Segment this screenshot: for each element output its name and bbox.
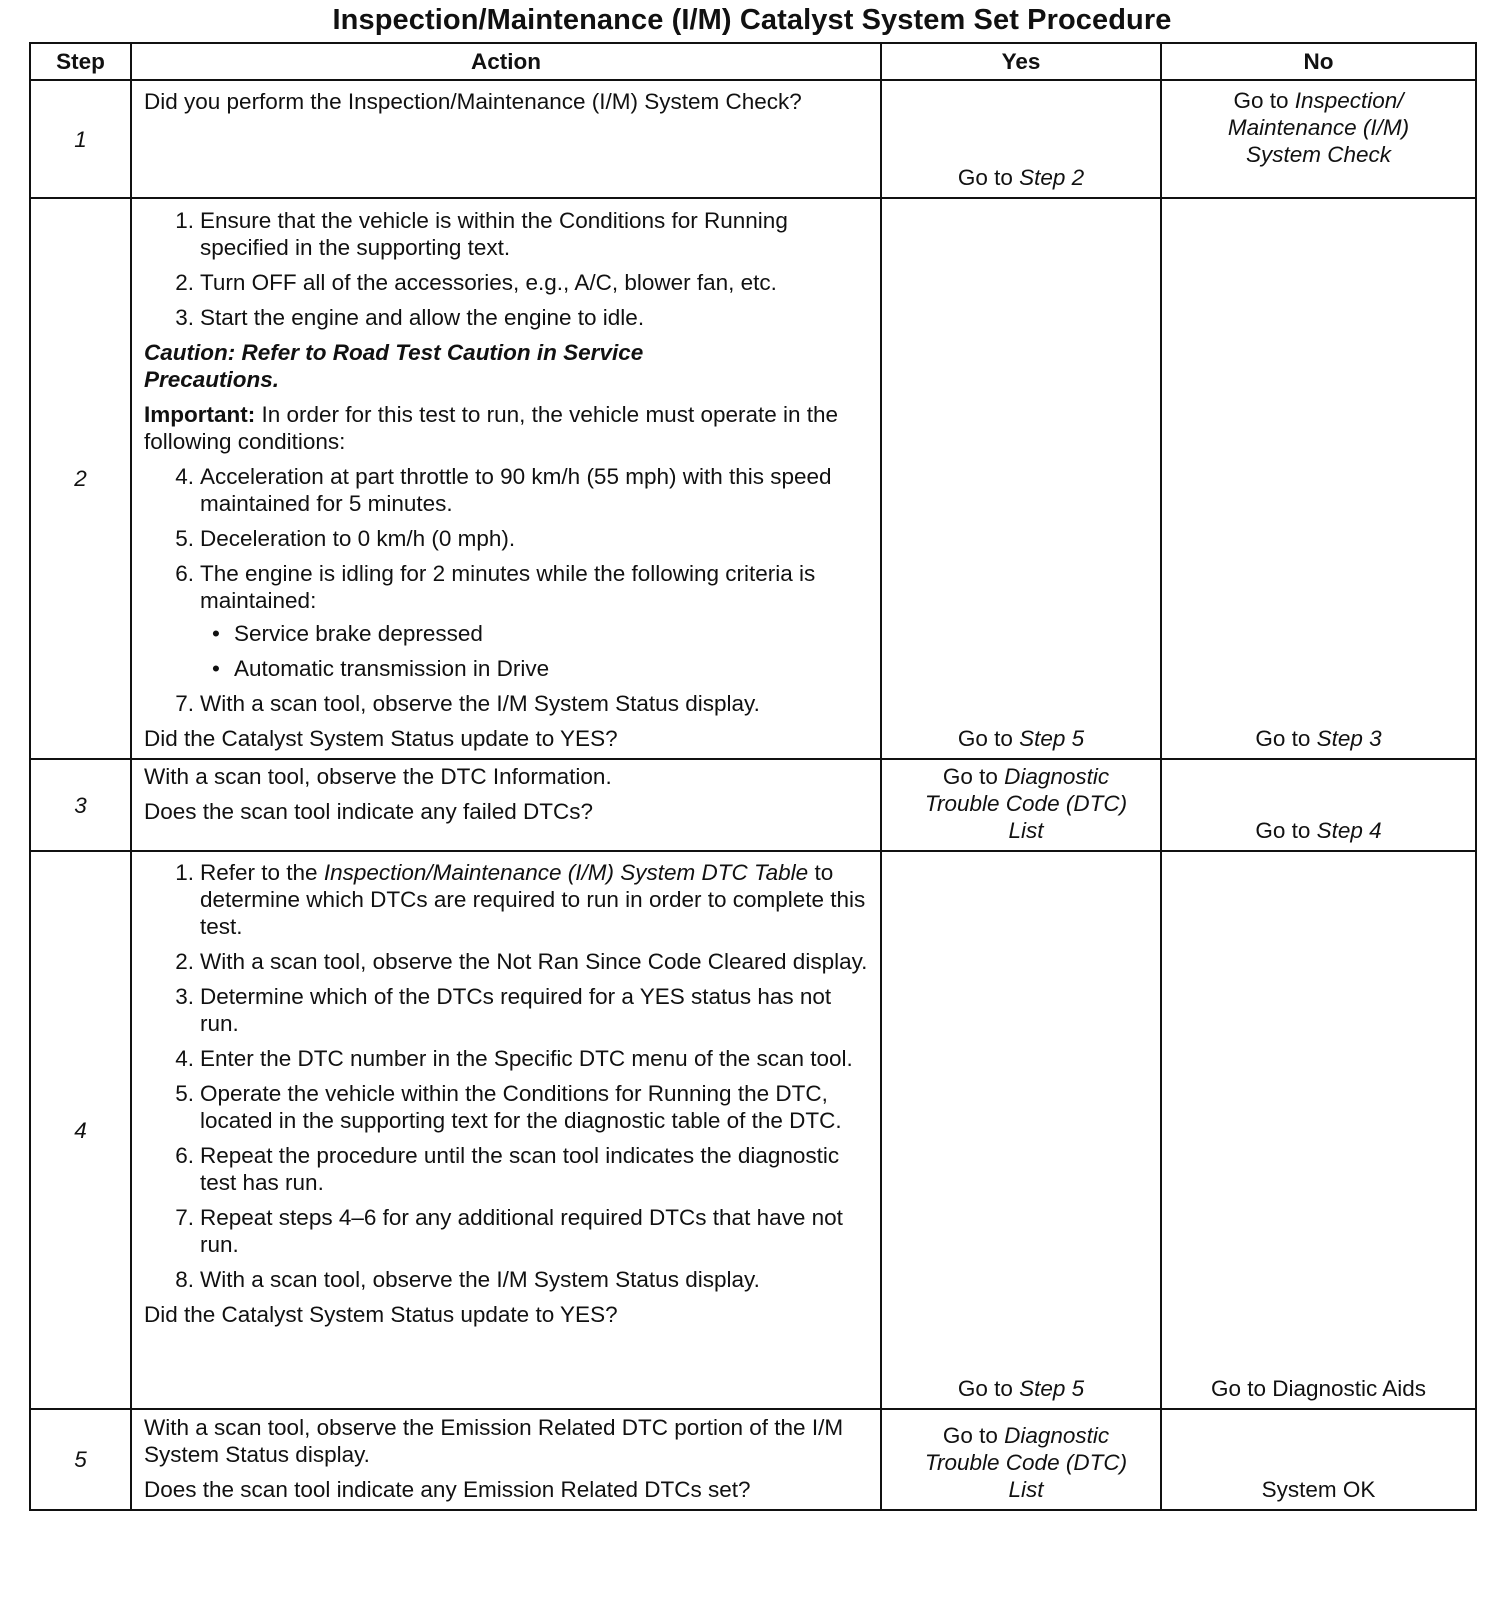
list-item: 4. Acceleration at part throttle to 90 km/h (55 mph) with this speed maintained for 5 minutes. — [175, 464, 832, 516]
list-item: 7. With a scan tool, observe the I/M System Status display. — [175, 691, 760, 716]
action-list — [144, 207, 870, 331]
action-cell — [131, 851, 881, 1409]
action-list — [144, 463, 870, 717]
no-prefix: Go to — [1255, 726, 1317, 751]
no-prefix: Go to — [1255, 818, 1317, 843]
important-note: Important: In order for this test to run, the vehicle must operate in the following conditions: — [144, 402, 839, 454]
list-item: 5. Operate the vehicle within the Conditions for Running the DTC, located in the supporting text for the diagnostic table of the DTC. — [175, 1081, 842, 1133]
table-row-step-4 — [30, 851, 1476, 1409]
yes-link[interactable]: Diagnostic Trouble Code (DTC) List — [924, 1423, 1128, 1502]
step-number: 3 — [30, 759, 131, 851]
action-text: With a scan tool, observe the Emission Related DTC portion of the I/M System Status display. — [144, 1415, 844, 1467]
yes-cell — [881, 80, 1161, 198]
header-yes: Yes — [881, 43, 1161, 80]
header-no: No — [1161, 43, 1476, 80]
list-item: 7. Repeat steps 4–6 for any additional required DTCs that have not run. — [175, 1205, 843, 1257]
action-cell — [131, 1409, 881, 1510]
list-item: 2. With a scan tool, observe the Not Ran Since Code Cleared display. — [175, 949, 868, 974]
yes-prefix: Go to — [957, 726, 1020, 751]
yes-link[interactable]: Diagnostic Trouble Code (DTC) List — [924, 764, 1128, 843]
yes-cell — [881, 851, 1161, 1409]
yes-prefix: Go to — [942, 764, 1005, 789]
action-cell — [131, 80, 881, 198]
list-item: 1. Ensure that the vehicle is within the Conditions for Running specified in the supporting text. — [175, 208, 788, 260]
header-step: Step — [30, 43, 131, 80]
yes-prefix: Go to — [942, 1423, 1005, 1448]
no-cell — [1161, 80, 1476, 198]
yes-link[interactable]: Step 2 — [1019, 165, 1085, 190]
list-item: 5. Deceleration to 0 km/h (0 mph). — [175, 526, 516, 551]
no-prefix: Go to — [1233, 88, 1295, 113]
yes-cell — [881, 198, 1161, 759]
action-text: With a scan tool, observe the DTC Information. — [144, 764, 612, 789]
page-title: Inspection/Maintenance (I/M) Catalyst System Set Procedure — [332, 4, 1172, 36]
table-row-step-2 — [30, 198, 1476, 759]
no-cell — [1161, 1409, 1476, 1510]
list-item: 3. Determine which of the DTCs required for a YES status has not run. — [175, 984, 832, 1036]
list-item: 6. The engine is idling for 2 minutes while the following criteria is maintained: • Service brake depressed • Automatic transmission in Drive — [144, 560, 870, 682]
criteria-list — [200, 620, 870, 682]
yes-cell — [881, 759, 1161, 851]
step-number: 5 — [30, 1409, 131, 1510]
yes-prefix: Go to — [957, 1376, 1020, 1401]
no-link[interactable]: Step 4 — [1316, 818, 1382, 843]
list-item: 3. Start the engine and allow the engine to idle. — [175, 305, 645, 330]
step-number: 1 — [30, 80, 131, 198]
dtc-table-link[interactable]: Inspection/Maintenance (I/M) System DTC Table — [323, 860, 809, 885]
no-link[interactable]: Inspection/ Maintenance (I/M) System Check — [1227, 88, 1410, 167]
action-question: Did the Catalyst System Status update to YES? — [144, 726, 618, 751]
table-row-step-3 — [30, 759, 1476, 851]
action-question: Does the scan tool indicate any Emission Related DTCs set? — [144, 1477, 751, 1502]
list-item: 4. Enter the DTC number in the Specific DTC menu of the scan tool. — [175, 1046, 853, 1071]
action-question: Did the Catalyst System Status update to YES? — [144, 1302, 618, 1327]
action-list — [144, 859, 874, 1293]
no-result: System OK — [1261, 1477, 1376, 1502]
yes-prefix: Go to — [957, 165, 1020, 190]
table-row-step-1 — [30, 80, 1476, 198]
action-cell — [131, 198, 881, 759]
list-item: 1. Refer to the Inspection/Maintenance (I/M) System DTC Table to determine which DTCs are required to run in order to complete this test. — [175, 860, 866, 939]
list-item: 2. Turn OFF all of the accessories, e.g., A/C, blower fan, etc. — [175, 270, 777, 295]
no-cell — [1161, 198, 1476, 759]
no-link[interactable]: Step 3 — [1316, 726, 1382, 751]
procedure-table — [29, 42, 1477, 1511]
yes-cell — [881, 1409, 1161, 1510]
list-item: 8. With a scan tool, observe the I/M System Status display. — [175, 1267, 760, 1292]
bullet-item: • Automatic transmission in Drive — [212, 656, 550, 681]
no-cell — [1161, 759, 1476, 851]
action-question: Did you perform the Inspection/Maintenance (I/M) System Check? — [144, 89, 802, 114]
bullet-item: • Service brake depressed — [212, 621, 483, 646]
table-row-step-5 — [30, 1409, 1476, 1510]
header-action: Action — [131, 43, 881, 80]
action-question: Does the scan tool indicate any failed DTCs? — [144, 799, 593, 824]
step-number: 2 — [30, 198, 131, 759]
list-item: 6. Repeat the procedure until the scan tool indicates the diagnostic test has run. — [175, 1143, 840, 1195]
yes-link[interactable]: Step 5 — [1019, 1376, 1085, 1401]
action-cell — [131, 759, 881, 851]
header-row — [30, 43, 1476, 80]
yes-link[interactable]: Step 5 — [1019, 726, 1085, 751]
step-number: 4 — [30, 851, 131, 1409]
no-cell — [1161, 851, 1476, 1409]
no-result[interactable]: Go to Diagnostic Aids — [1210, 1376, 1427, 1401]
caution-note: Caution: Refer to Road Test Caution in Service Precautions. — [144, 340, 644, 392]
